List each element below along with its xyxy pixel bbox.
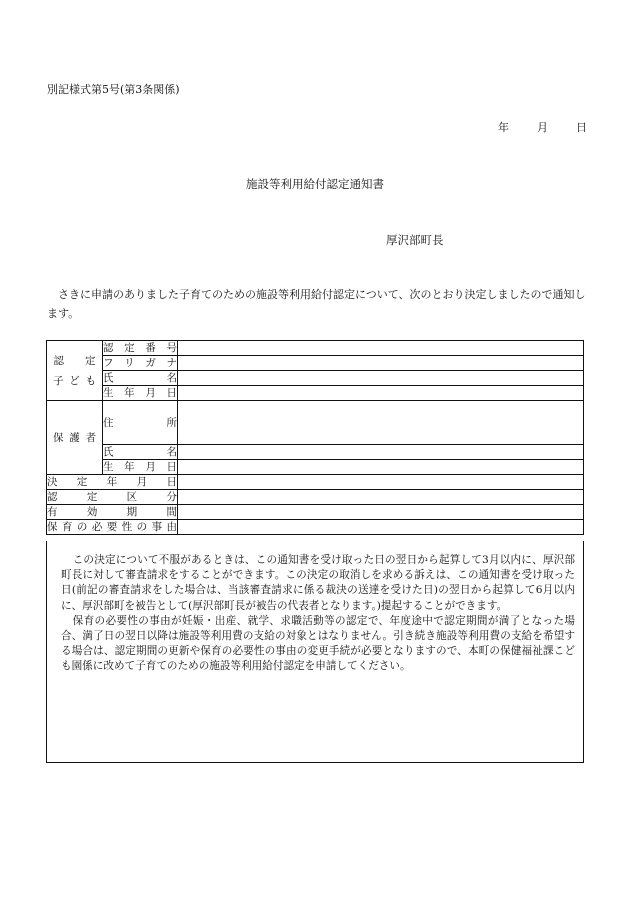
address-label: 住 所 — [103, 416, 177, 429]
furigana-value[interactable] — [178, 356, 584, 371]
table-row — [47, 356, 584, 371]
guardian-name-label: 氏 名 — [103, 446, 177, 458]
child-name-value[interactable] — [178, 371, 584, 386]
table-row — [47, 371, 584, 386]
month-label: 月 — [537, 121, 548, 134]
table-row — [47, 401, 584, 445]
table-row — [47, 460, 584, 475]
table-row — [47, 341, 584, 356]
child-birthdate-label: 生 年 月 日 — [103, 387, 177, 399]
guardian-birthdate-value[interactable] — [178, 460, 584, 475]
valid-period-value[interactable] — [178, 505, 584, 520]
cert-category-label: 認 定 区 分 — [47, 491, 177, 503]
row-label-decision-date — [47, 475, 178, 490]
row-label-furigana — [103, 356, 178, 371]
table-row — [47, 490, 584, 505]
guardian-name-value[interactable] — [178, 445, 584, 460]
year-label: 年 — [498, 121, 509, 134]
decision-date-label: 決 定 年 月 日 — [47, 476, 177, 488]
table-row — [47, 445, 584, 460]
row-label-cert-number — [103, 341, 178, 356]
row-label-guardian-birthdate — [103, 460, 178, 475]
table-row — [47, 520, 584, 535]
row-label-valid-period — [47, 505, 178, 520]
row-label-address — [103, 401, 178, 445]
cert-number-label: 認 定 番 号 — [103, 342, 177, 354]
guardian-group-text: 保 護 者 — [53, 431, 96, 444]
row-label-guardian-name — [103, 445, 178, 460]
intro-text: さきに申請のありました子育てのための施設等利用給付認定について、次のとおり決定しましたので通知します。 — [47, 288, 586, 320]
valid-period-label: 有 効 期 間 — [47, 506, 177, 518]
row-label-child-birthdate — [103, 386, 178, 401]
notice-paragraph-appeal: この決定について不服があるときは、この通知書を受け取った日の翌日から起算して3月以内に、厚沢部町長に対して審査請求をすることができます。この決定の取消しを求める訴えは、この通知書を受け取った日(前記の審査請求をした場合は、当該審査請求に係る裁決の送達を受けた日)の翌日から起算して6月以内に、厚沢部町を被告として(厚沢部町長が被告の代表者となります。)提起することができます。 — [61, 554, 575, 612]
notice-paragraph-renewal: 保育の必要性の事由が妊娠・出産、就学、求職活動等の認定で、年度途中で認定期間が満了となった場合、満了日の翌日以降は施設等利用費の支給の対象とはなりません。引き続き施設等利用費の支給を希望する場合は、認定期間の更新や保育の必要性の事由の変更手続が必要となりますので、本町の保健福祉課こども園係に改めて子育てのための施設等利用給付認定を申請してください。 — [61, 614, 575, 673]
table-row — [47, 475, 584, 490]
guardian-birthdate-label: 生 年 月 日 — [103, 461, 177, 473]
guardian-group-label — [47, 401, 103, 475]
notice-box — [46, 541, 584, 763]
decision-date-value[interactable] — [178, 475, 584, 490]
child-birthdate-value[interactable] — [178, 386, 584, 401]
row-label-child-name — [103, 371, 178, 386]
care-reason-label: 保 育 の 必 要 性 の 事 由 — [47, 521, 177, 533]
cert-category-value[interactable] — [178, 490, 584, 505]
document-title: 施設等利用給付認定通知書 — [246, 177, 384, 191]
child-group-label — [47, 341, 103, 401]
cert-number-value[interactable] — [178, 341, 584, 356]
child-group-line2: 子 ど も — [53, 374, 96, 387]
issuer-name: 厚沢部町長 — [386, 233, 444, 247]
certification-table — [46, 340, 584, 535]
date-line — [498, 119, 587, 135]
child-group-line1: 認 定 — [53, 354, 96, 367]
day-label: 日 — [576, 121, 587, 134]
table-row — [47, 386, 584, 401]
care-reason-value[interactable] — [178, 520, 584, 535]
table-row — [47, 505, 584, 520]
row-label-care-reason — [47, 520, 178, 535]
row-label-cert-category — [47, 490, 178, 505]
child-name-label: 氏 名 — [103, 372, 177, 384]
furigana-label: フ リ ガ ナ — [103, 357, 177, 369]
form-number-label: 別記様式第5号(第3条関係) — [47, 83, 180, 96]
address-value[interactable] — [178, 401, 584, 445]
